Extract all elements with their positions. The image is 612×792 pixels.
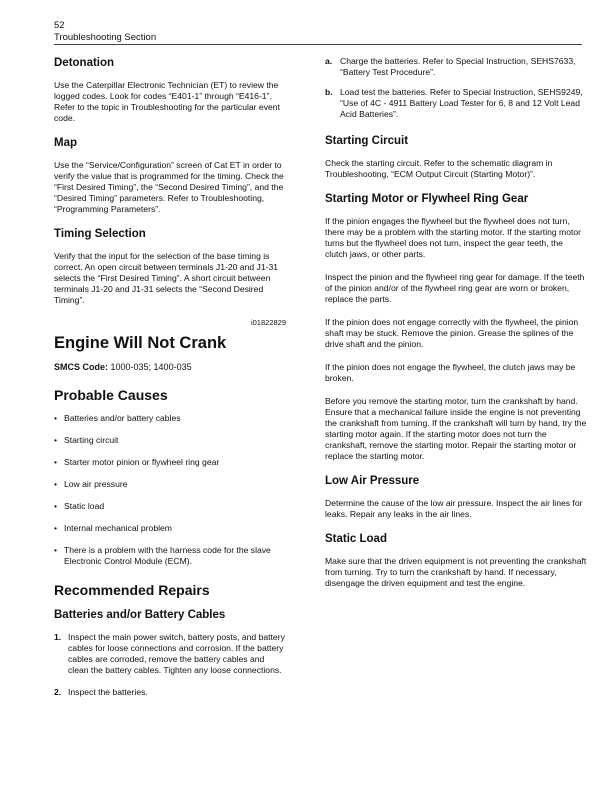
list-item: • Starter motor pinion or flywheel ring gear: [54, 457, 220, 467]
map-text: Use the “Service/Configuration” screen of Cat ET in order to verify the value that is programmed for the timing. Check the “First Desired Timing”, the “Second Desired Timing”, and the “Desired Timing” parameters. Refer to Troubleshooting, “Programming Parameters”.: [54, 160, 284, 214]
battery-substeps-list: [325, 56, 587, 120]
bullet-icon: •: [54, 413, 58, 423]
page-number: 52: [54, 20, 65, 31]
static-load-text: Make sure that the driven equipment is not preventing the crankshaft from turning. Try to turn the crankshaft by hand. If necessary, disengage the driven equipment and test the engine.: [325, 556, 587, 588]
bullet-icon: •: [54, 545, 58, 555]
starting-motor-paragraph: If the pinion engages the flywheel but the flywheel does not turn, there may be a problem with the starting motor. If the starting motor turns but the flywheel does not turn, inspect the gear teeth, the clutch jaws, or other parts.: [325, 216, 582, 259]
left-column: [54, 56, 286, 709]
battery-steps-list: [54, 632, 286, 698]
smcs-value: 1000-035; 1400-035: [110, 362, 192, 372]
list-item: a. Charge the batteries. Refer to Special Instruction, SEHS7633, “Battery Test Procedure”.: [325, 56, 576, 77]
map-heading: Map: [54, 137, 77, 149]
smcs-label: SMCS Code:: [54, 362, 108, 372]
starting-motor-paragraph: If the pinion does not engage the flywheel, the clutch jaws may be broken.: [325, 362, 576, 383]
page-header: [54, 20, 156, 44]
list-item: • Static load: [54, 501, 105, 511]
list-item: • Low air pressure: [54, 479, 128, 489]
list-item: • Starting circuit: [54, 435, 119, 445]
list-item: 2. Inspect the batteries.: [54, 687, 148, 697]
probable-causes-list: [54, 413, 286, 567]
probable-causes-heading: Probable Causes: [54, 387, 168, 403]
starting-motor-paragraph: If the pinion does not engage correctly with the flywheel, the pinion shaft may be stuck. Remove the pinion. Grease the splines of the drive shaft and the pinion.: [325, 317, 579, 349]
list-item: 1. Inspect the main power switch, battery posts, and battery cables for loose connections and corrosion. If the battery cables are corroded, remove the battery cables and clean the battery cables. Tighten any loose connections.: [54, 632, 285, 675]
batteries-subheading: Batteries and/or Battery Cables: [54, 609, 226, 621]
starting-motor-heading: Starting Motor or Flywheel Ring Gear: [325, 193, 529, 205]
starting-motor-paragraph: Before you remove the starting motor, turn the crankshaft by hand. Ensure that a mechanical failure inside the engine is not preventing the crankshaft from turning. If the crankshaft will turn by hand, try the starting motor again. If the starting motor does not turn the crankshaft, remove the starting motor. Repair the starting motor or replace the starting motor.: [325, 396, 587, 461]
smcs-code: [54, 362, 286, 372]
section-title: Troubleshooting Section: [54, 32, 157, 43]
detonation-text: Use the Caterpillar Electronic Technician (ET) to review the logged codes. Look for codes “E401-1” through “E416-1”. Refer to the topic in Troubleshooting for the particular event code.: [54, 80, 280, 123]
starting-circuit-text: Check the starting circuit. Refer to the schematic diagram in Troubleshooting, “ECM Output Circuit (Starting Motor)”.: [325, 158, 553, 179]
topic-title: Engine Will Not Crank: [54, 334, 227, 352]
header-divider: [54, 44, 582, 45]
bullet-icon: •: [54, 479, 58, 489]
low-air-pressure-text: Determine the cause of the low air pressure. Inspect the air lines for leaks. Repair any leaks in the air lines.: [325, 498, 583, 519]
static-load-heading: Static Load: [325, 533, 387, 545]
bullet-icon: •: [54, 523, 58, 533]
list-item: b. Load test the batteries. Refer to Special Instruction, SEHS9249, “Use of 4C - 4911 Battery Load Tester for 6, 8 and 12 Volt Lead Acid Batteries”.: [325, 87, 583, 119]
bullet-icon: •: [54, 501, 58, 511]
starting-motor-paragraph: Inspect the pinion and the flywheel ring gear for damage. If the teeth of the pinion and/or of the flywheel ring gear are worn or broken, replace the parts.: [325, 272, 585, 304]
bullet-icon: •: [54, 457, 58, 467]
document-ref-id: i01822829: [250, 318, 286, 327]
recommended-repairs-heading: Recommended Repairs: [54, 582, 210, 598]
timing-selection-heading: Timing Selection: [54, 228, 146, 240]
low-air-pressure-heading: Low Air Pressure: [325, 475, 420, 487]
list-item: • Batteries and/or battery cables: [54, 413, 181, 423]
starting-circuit-heading: Starting Circuit: [325, 135, 409, 147]
timing-selection-text: Verify that the input for the selection of the base timing is correct. An open circuit between terminals J1-20 and J1-31 selects the “First Desired Timing”. A short circuit between terminals J1-20 and J1-31 selects the “Second Desired Timing”.: [54, 251, 279, 305]
detonation-heading: Detonation: [54, 57, 115, 69]
list-item: • Internal mechanical problem: [54, 523, 172, 533]
list-item: • There is a problem with the harness code for the slave Electronic Control Module (ECM).: [54, 545, 271, 566]
bullet-icon: •: [54, 435, 58, 445]
right-column: [325, 56, 587, 601]
